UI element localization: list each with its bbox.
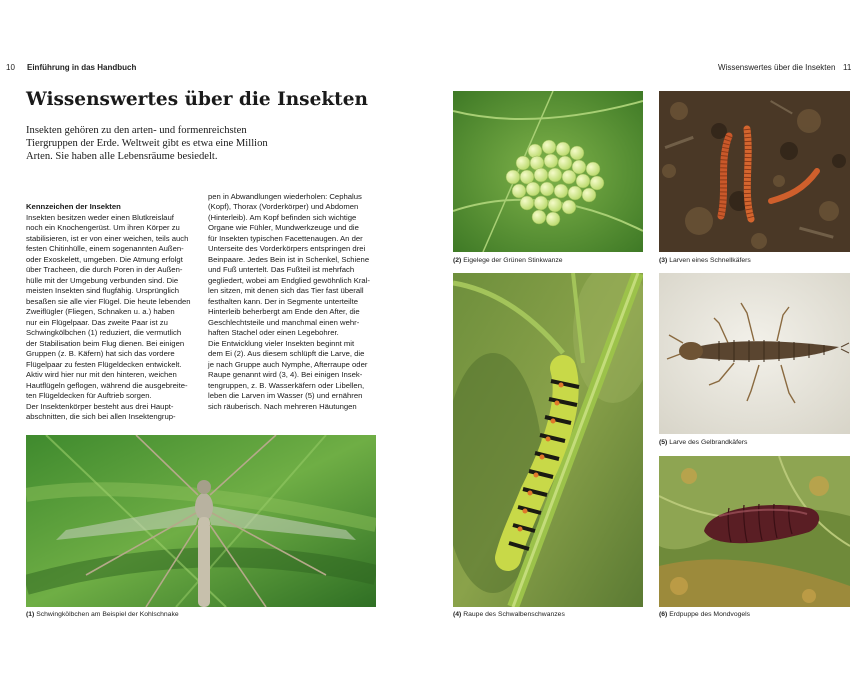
- caption-number: (2): [453, 257, 462, 264]
- text-line: besaßen sie alle vier Flügel. Die heute lebenden: [26, 296, 191, 306]
- intro-line: Tiergruppen der Erde. Weltweit gibt es etwa eine Million: [26, 138, 268, 149]
- text-line: Hautflügeln geflogen, während die ausgebreite-: [26, 380, 188, 390]
- text-line: sich räuberisch. Nach mehreren Häutungen: [208, 401, 357, 411]
- text-line: noch ein Knochengerüst. Um ihren Körper zu: [26, 223, 180, 232]
- text-line: haften Stachel oder einen Legebohrer.: [208, 328, 339, 337]
- caption-number: (4): [453, 611, 462, 618]
- body-column-1: [26, 202, 198, 423]
- right-running-title: Wissenswertes über die Insekten: [718, 63, 836, 72]
- text-line: Geschlechtsteile und manchmal einen wehr-: [208, 317, 360, 327]
- caption-text: Erdpuppe des Mondvogels: [669, 611, 751, 618]
- text-line: stabilisieren, ist er von einer weichen, teils auch: [26, 233, 189, 243]
- text-line: Zweiflügler (Fliegen, Schnaken u. a.) haben: [26, 307, 175, 316]
- text-line: Beinpaare. Jedes Bein ist in Schenkel, Schiene: [208, 254, 370, 264]
- text-line: pen in Abwandlungen wiederholen: Cephalus: [208, 191, 362, 201]
- photo-wireworms: [659, 91, 850, 252]
- text-line: ten Flügeldecken für Auftrieb sorgen.: [26, 391, 152, 400]
- text-line: gegliedert, wobei am Endglied gewöhnlich Kral-: [208, 275, 370, 285]
- text-line: hülle mit der Umgebung verbunden sind. Die: [26, 275, 179, 285]
- text-line: Hinterleib beherbergt am Ende den After, die: [208, 307, 360, 316]
- text-line: Der Insektenkörper besteht aus drei Haupt-: [26, 401, 174, 411]
- text-line: Organe wie Fühler, Mundwerkzeuge und die: [208, 223, 359, 232]
- caption-3: [659, 257, 751, 264]
- text-line: Aktiv wird hier nur mit den hinteren, weichen: [26, 370, 177, 379]
- text-line: leben die Larven im Wasser (5) und ernähren: [208, 391, 363, 400]
- text-line: festhalten kann. Der in Segmente unterteilte: [208, 296, 358, 306]
- article-intro: [26, 124, 268, 163]
- photo-crane-fly: [26, 435, 376, 607]
- text-line: meisten Insekten sind flugfähig. Ursprünglich: [26, 286, 179, 295]
- text-line: len sitzen, mit denen sich das Tier fast überall: [208, 286, 364, 295]
- body-column-2: [208, 192, 380, 413]
- caption-2: [453, 257, 563, 264]
- text-line: dem Ei (2). Aus diesem schlüpft die Larve, die: [208, 349, 365, 358]
- text-line: und Fuß untertelt. Das Fußteil ist mehrfach: [208, 265, 355, 274]
- text-line: Gruppen (z. B. Käfern) hat sich das vordere: [26, 349, 175, 358]
- text-line: Die Entwicklung vieler Insekten beginnt mit: [208, 338, 355, 348]
- article-title: Wissenswertes über die Insekten: [26, 89, 368, 110]
- text-line: festen Chitinhülle, einem sogenannten Außen-: [26, 244, 184, 253]
- text-line: Flügelpaar zu festen Flügeldecken entwickelt.: [26, 359, 182, 369]
- caption-4: [453, 611, 565, 618]
- caption-number: (3): [659, 257, 668, 264]
- text-line: Insekten besitzen weder einen Blutkreislauf: [26, 212, 174, 222]
- caption-5: [659, 439, 747, 446]
- text-line: tengruppen, z. B. Wasserkäfern oder Libellen,: [208, 380, 365, 390]
- caption-text: Eigelege der Grünen Stinkwanze: [463, 257, 563, 264]
- left-page-number: 10: [6, 63, 15, 72]
- text-line: Schwingkölbchen (1) reduziert, die vermutlich: [26, 328, 182, 337]
- caption-text: Larve des Gelbrandkäfers: [669, 439, 748, 446]
- text-line: der Stabilisation beim Flug dienen. Bei einigen: [26, 338, 185, 348]
- text-line: (Kopf), Thorax (Vorderkörper) und Abdomen: [208, 202, 359, 211]
- intro-line: Insekten gehören zu den arten- und formenreichsten: [26, 125, 247, 136]
- caption-number: (5): [659, 439, 668, 446]
- photo-egg-cluster: [453, 91, 643, 252]
- photo-swallowtail-caterpillar: [453, 273, 643, 607]
- text-line: Raupe genannt wird (3, 4). Bei einigen Insek-: [208, 370, 363, 379]
- left-running-title: Einführung in das Handbuch: [27, 63, 137, 72]
- text-line: für Insekten typischen Facettenaugen. An der: [208, 233, 363, 243]
- caption-text: Larven eines Schnellkäfers: [669, 257, 751, 264]
- subheading: Kennzeichen der Insekten: [26, 202, 121, 211]
- text-line: Unterseite des Vorderkörpers entspringen drei: [208, 244, 366, 253]
- right-page-number: 11: [843, 63, 852, 72]
- photo-pupa: [659, 456, 850, 607]
- text-line: abschnitten, die sich bei allen Insektengrup-: [26, 412, 176, 421]
- text-line: je nach Gruppe auch Nymphe, Afterraupe oder: [208, 359, 368, 369]
- caption-text: Raupe des Schwalbenschwanzes: [463, 611, 565, 618]
- text-line: nur ein Flügelpaar. Das zweite Paar ist zu: [26, 317, 168, 327]
- caption-number: (1): [26, 611, 35, 618]
- caption-text: Schwingkölbchen am Beispiel der Kohlschnake: [36, 611, 179, 618]
- text-line: über Tracheen, die durch Poren in der Außen-: [26, 265, 183, 274]
- text-line: (Hinterleib). Am Kopf befinden sich wichtige: [208, 212, 357, 222]
- caption-1: [26, 611, 179, 618]
- photo-diving-beetle-larva: [659, 273, 850, 434]
- intro-line: Arten. Sie haben alle Lebensräume besiedelt.: [26, 151, 218, 162]
- caption-number: (6): [659, 611, 668, 618]
- caption-6: [659, 611, 750, 618]
- text-line: oder Exoskelett, umgeben. Die Atmung erfolgt: [26, 254, 183, 264]
